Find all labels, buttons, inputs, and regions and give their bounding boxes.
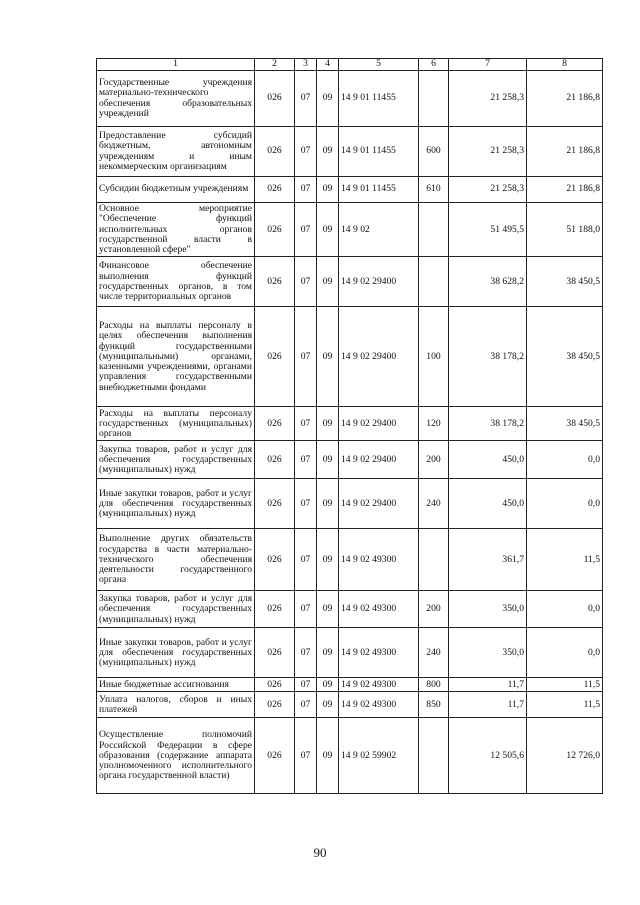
row-vr: 120: [419, 407, 449, 441]
row-vr: [419, 203, 449, 257]
row-sum-1: 38 628,2: [449, 257, 527, 307]
table-row: [97, 407, 603, 441]
row-name: Иные закупки товаров, работ и услуг для обеспечения государственных (муниципальных) нужд: [97, 479, 255, 529]
page-number: 90: [313, 845, 327, 860]
row-sum-1: 21 258,3: [449, 177, 527, 203]
row-sum-1: 350,0: [449, 591, 527, 628]
row-sum-2: 0,0: [527, 628, 603, 678]
row-rz: 07: [295, 257, 317, 307]
row-name: Уплата налогов, сборов и иных платежей: [97, 692, 255, 718]
table-row: [97, 529, 603, 591]
table-row: [97, 127, 603, 177]
row-sum-2: 11,5: [527, 678, 603, 692]
row-name: Выполнение других обязательств государства в части материально-технического обеспечения деятельности государственного органа: [97, 529, 255, 591]
row-sum-1: 350,0: [449, 628, 527, 678]
row-grbs: 026: [255, 628, 295, 678]
row-name: Основное мероприятие "Обеспечение функций исполнительных органов государственной власти в установленной сфере": [97, 203, 255, 257]
budget-table: [96, 58, 603, 794]
table-row: [97, 628, 603, 678]
row-csr: 14 9 02 49300: [339, 692, 419, 718]
row-sum-2: 21 186,8: [527, 71, 603, 127]
table-row: [97, 678, 603, 692]
row-pr: 09: [317, 692, 339, 718]
row-vr: 610: [419, 177, 449, 203]
row-grbs: 026: [255, 718, 295, 794]
row-csr: 14 9 01 11455: [339, 71, 419, 127]
row-sum-1: 361,7: [449, 529, 527, 591]
row-csr: 14 9 02 29400: [339, 257, 419, 307]
row-name: Закупка товаров, работ и услуг для обеспечения государственных (муниципальных) нужд: [97, 591, 255, 628]
row-vr: [419, 529, 449, 591]
row-rz: 07: [295, 479, 317, 529]
row-rz: 07: [295, 307, 317, 407]
row-sum-2: 21 186,8: [527, 177, 603, 203]
row-csr: 14 9 02: [339, 203, 419, 257]
row-name: Закупка товаров, работ и услуг для обеспечения государственных (муниципальных) нужд: [97, 441, 255, 479]
row-vr: 800: [419, 678, 449, 692]
row-rz: 07: [295, 407, 317, 441]
header-col-8: 8: [527, 59, 603, 71]
row-pr: 09: [317, 479, 339, 529]
row-name: Иные закупки товаров, работ и услуг для обеспечения государственных (муниципальных) нужд: [97, 628, 255, 678]
row-rz: 07: [295, 718, 317, 794]
row-rz: 07: [295, 441, 317, 479]
row-sum-1: 450,0: [449, 479, 527, 529]
row-rz: 07: [295, 678, 317, 692]
row-name: Расходы на выплаты персоналу государственных (муниципальных) органов: [97, 407, 255, 441]
row-name: Расходы на выплаты персоналу в целях обеспечения выполнения функций государственными (муниципальными) органами, казенными учреждениями, органами управления государственными внебюджетными фондами: [97, 307, 255, 407]
row-rz: 07: [295, 628, 317, 678]
row-pr: 09: [317, 628, 339, 678]
row-grbs: 026: [255, 692, 295, 718]
row-grbs: 026: [255, 177, 295, 203]
row-csr: 14 9 02 59902: [339, 718, 419, 794]
row-rz: 07: [295, 529, 317, 591]
row-csr: 14 9 02 49300: [339, 529, 419, 591]
row-grbs: 026: [255, 591, 295, 628]
header-col-4: 4: [317, 59, 339, 71]
row-pr: 09: [317, 257, 339, 307]
row-sum-2: 38 450,5: [527, 257, 603, 307]
row-csr: 14 9 02 29400: [339, 407, 419, 441]
row-rz: 07: [295, 591, 317, 628]
row-grbs: 026: [255, 203, 295, 257]
row-pr: 09: [317, 718, 339, 794]
row-sum-2: 0,0: [527, 441, 603, 479]
row-pr: 09: [317, 203, 339, 257]
row-rz: 07: [295, 71, 317, 127]
row-csr: 14 9 02 49300: [339, 678, 419, 692]
row-vr: 200: [419, 441, 449, 479]
row-pr: 09: [317, 127, 339, 177]
row-name: Субсидии бюджетным учреждениям: [97, 177, 255, 203]
row-pr: 09: [317, 407, 339, 441]
row-vr: 200: [419, 591, 449, 628]
row-sum-2: 21 186,8: [527, 127, 603, 177]
row-sum-1: 450,0: [449, 441, 527, 479]
row-sum-2: 38 450,5: [527, 307, 603, 407]
row-grbs: 026: [255, 307, 295, 407]
row-grbs: 026: [255, 257, 295, 307]
table-row: [97, 203, 603, 257]
row-sum-2: 12 726,0: [527, 718, 603, 794]
row-sum-1: 21 258,3: [449, 127, 527, 177]
row-grbs: 026: [255, 441, 295, 479]
row-pr: 09: [317, 529, 339, 591]
row-grbs: 026: [255, 529, 295, 591]
row-csr: 14 9 02 49300: [339, 591, 419, 628]
row-rz: 07: [295, 177, 317, 203]
row-rz: 07: [295, 203, 317, 257]
table-row: [97, 257, 603, 307]
header-col-7: 7: [449, 59, 527, 71]
table-row: [97, 718, 603, 794]
row-vr: 600: [419, 127, 449, 177]
row-vr: 850: [419, 692, 449, 718]
table-row: [97, 307, 603, 407]
table-row: [97, 479, 603, 529]
row-sum-1: 11,7: [449, 678, 527, 692]
table-row: [97, 692, 603, 718]
row-sum-1: 12 505,6: [449, 718, 527, 794]
row-grbs: 026: [255, 71, 295, 127]
row-rz: 07: [295, 127, 317, 177]
header-col-2: 2: [255, 59, 295, 71]
row-name: Государственные учреждения материально-технического обеспечения образовательных учреждений: [97, 71, 255, 127]
row-sum-1: 51 495,5: [449, 203, 527, 257]
row-csr: 14 9 01 11455: [339, 177, 419, 203]
row-pr: 09: [317, 678, 339, 692]
row-name: Осуществление полномочий Российской Федерации в сфере образования (содержание аппарата уполномоченного исполнительного органа государственной власти): [97, 718, 255, 794]
row-sum-2: 0,0: [527, 479, 603, 529]
row-rz: 07: [295, 692, 317, 718]
row-grbs: 026: [255, 678, 295, 692]
row-pr: 09: [317, 441, 339, 479]
row-vr: [419, 718, 449, 794]
row-sum-1: 38 178,2: [449, 407, 527, 441]
row-csr: 14 9 02 29400: [339, 479, 419, 529]
table-row: [97, 591, 603, 628]
row-sum-1: 38 178,2: [449, 307, 527, 407]
table-header-row: [97, 59, 603, 71]
row-vr: 240: [419, 479, 449, 529]
row-grbs: 026: [255, 479, 295, 529]
row-vr: 240: [419, 628, 449, 678]
row-pr: 09: [317, 307, 339, 407]
row-vr: 100: [419, 307, 449, 407]
row-csr: 14 9 02 29400: [339, 441, 419, 479]
header-col-1: 1: [97, 59, 255, 71]
table-row: [97, 441, 603, 479]
row-name: Предоставление субсидий бюджетным, автономным учреждениям и иным некоммерческим организациям: [97, 127, 255, 177]
header-col-6: 6: [419, 59, 449, 71]
table-row: [97, 71, 603, 127]
row-pr: 09: [317, 71, 339, 127]
row-csr: 14 9 02 29400: [339, 307, 419, 407]
row-sum-2: 51 188,0: [527, 203, 603, 257]
row-csr: 14 9 02 49300: [339, 628, 419, 678]
row-sum-1: 11,7: [449, 692, 527, 718]
row-sum-1: 21 258,3: [449, 71, 527, 127]
row-pr: 09: [317, 591, 339, 628]
table-row: [97, 177, 603, 203]
budget-table-container: [96, 58, 602, 794]
row-name: Иные бюджетные ассигнования: [97, 678, 255, 692]
row-sum-2: 0,0: [527, 591, 603, 628]
header-col-5: 5: [339, 59, 419, 71]
row-vr: [419, 71, 449, 127]
header-col-3: 3: [295, 59, 317, 71]
row-sum-2: 11,5: [527, 692, 603, 718]
row-sum-2: 11,5: [527, 529, 603, 591]
row-csr: 14 9 01 11455: [339, 127, 419, 177]
row-pr: 09: [317, 177, 339, 203]
row-sum-2: 38 450,5: [527, 407, 603, 441]
row-grbs: 026: [255, 127, 295, 177]
row-vr: [419, 257, 449, 307]
row-grbs: 026: [255, 407, 295, 441]
row-name: Финансовое обеспечение выполнения функций государственных органов, в том числе территориальных органов: [97, 257, 255, 307]
